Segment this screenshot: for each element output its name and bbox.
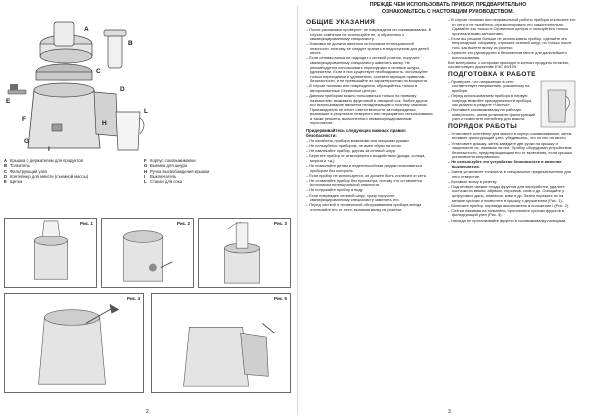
list-item: – После распаковки проверьте, не повреждена ли соковыжималка. В случае сомнения не используйте ее, а обратитесь к квалифицированному специалисту. [306, 28, 434, 42]
list-item: – Не позволяйте детям и недееспособным людям пользоваться прибором без контроля. [306, 164, 434, 173]
figure-3 [198, 218, 291, 288]
figure-1-label: Рис. 1 [80, 221, 93, 226]
legend-column-right [144, 158, 284, 184]
list-item: – Не используйте это устройство безопасности в качестве выключателя. [448, 160, 576, 169]
figure-2 [101, 218, 194, 288]
list-item: – Упаковка не должна являться источником потенциальной опасности, поэтому ее следует хранить в недоступном для детей месте. [306, 42, 434, 56]
figure-4-illustration [5, 294, 143, 392]
list-item: – Перед чисткой и технической обслуживанием прибора всегда отключайте его от сети, вынимая вилку из розетки. [306, 203, 434, 212]
legend-item: A Крышка с держателем для продуктов [4, 158, 83, 163]
list-item: – Берегите прибор от атмосферного воздействия (дождя, солнца, мороза и т.д.). [306, 154, 434, 163]
legend-item: H Ручка высвобождения крышки [144, 168, 210, 174]
header-line-1: ПРЕЖДЕ ЧЕМ ИСПОЛЬЗОВАТЬ ПРИБОР, ПРЕДВАРИТЕЛЬНО [369, 2, 527, 8]
callout-f: F [22, 116, 26, 123]
list-item: – Проверьте, что напряжение в сети соответствует напряжению, указанному на приборе. [448, 80, 576, 94]
list-item: – Если прибор не используется, он должен быть отключен от сети. [306, 174, 434, 179]
list-item: – Слегка нажимая на толкатель, протолкните кусочки фруктов в фильтрующий узел (Рис. 3). [448, 209, 576, 218]
general-instructions-continued [448, 18, 576, 60]
callout-a: A [84, 26, 89, 33]
text-column-2 [448, 18, 576, 224]
figure-3-label: Рис. 3 [274, 221, 287, 226]
callout-g: G [24, 138, 30, 145]
list-item: – Не погружайте прибор в воду. [306, 188, 434, 193]
list-item: – Включите прибор, переведя выключатель в положение I (Рис. 2). [448, 204, 576, 209]
section-title-general: ОБЩИЕ УКАЗАНИЯ [306, 19, 376, 26]
legend-item: C Фильтрующий узел [4, 168, 48, 174]
section-title-preparation: ПОДГОТОВКА К РАБОТЕ [448, 70, 536, 78]
materials-note: Все материалы, с которыми приходят в контакт продукты питания, соответствуют директиве ЕЭС 89/109. [448, 59, 569, 70]
list-item: – Если вы решили больше не использовать прибор, сделайте его непригодным, например, отрежьте сетевой шнур, но только после того, как вынете вилку из розетки. [448, 37, 576, 51]
list-item: – Затем установите толкатель в специальное предназначенное для него отверстие. [448, 170, 576, 179]
legend-item: F Корпус соковыжималки [144, 158, 196, 163]
list-item: – Перед использованием прибора в первую очередь вымойте принадлежности прибора, как указано в разделе «Чистка». [448, 94, 576, 108]
header-line-2: ОЗНАКОМЬТЕСЬ С НАСТОЯЩИМ РУКОВОДСТВОМ. [381, 8, 515, 15]
list-item: – Установите контейнер для мякоти в корпус соковыжималки, затем вставьте фильтрующий узел, убедившись, что он сел на место. [448, 132, 576, 141]
safety-rules-title: Придерживайтесь следующих важных правил безопасности: [306, 127, 406, 138]
list-item: – В случае поломки или повреждения, обращайтесь только в авторизованные Сервисные центры. [306, 84, 434, 93]
general-instructions-list [306, 28, 434, 126]
figure-4-label: Рис. 4 [127, 296, 140, 301]
list-item: – Если поврежден сетевой шнур, сразу поручите квалифицированному специалисту заменить его. [306, 194, 434, 203]
list-item: – Не касайтесь прибора влажными или мокрыми руками. [306, 139, 434, 144]
callout-d: D [120, 86, 125, 93]
figure-2-label: Рис. 2 [177, 221, 190, 226]
callout-b: B [128, 40, 133, 47]
list-item: – Данным прибором можно пользоваться только по прямому назначению: выжимать фруктовый и овощной сок. Любое другое его использование является ненадлежащим и поэтому опасным. Производитель не несет ответственности за повреждения, возникшие в результате неверного или неразумного использования, а также ремонта, выполненного неквалифицированным персоналом. [306, 94, 434, 126]
legend-item: B Толкатель [4, 163, 30, 169]
list-item: – Никогда не проталкивайте фрукты в соковыжималку пальцами. [448, 219, 576, 224]
callout-h: H [102, 120, 107, 127]
callout-l: L [144, 108, 148, 115]
right-page [298, 0, 595, 420]
legend-item: I Выключатель [144, 173, 177, 179]
figure-5-label: Рис. 5 [274, 296, 287, 301]
legend-item: D Контейнер для мякоти (съемной массы) [4, 173, 89, 179]
callout-c: C [96, 68, 101, 75]
juice-jug-illustration [540, 80, 576, 128]
figure-5 [151, 293, 291, 393]
figure-3-illustration [199, 219, 290, 287]
list-item: – Установите крышку, затем заведите две ручки на крышку и защелкните их, нажимая на них. Прибор оборудован устройством безопасности, предотвращающим его от включения, если крышка установлена неправильно. [448, 142, 576, 160]
legend-item: G Выемка для шнура [144, 163, 188, 169]
list-item: – Если сетевая вилка не подходит к сетевой розетке, поручите квалифицированному специалисту заменить вилку. Не рекомендуется использовать переходники и сетевые шнуры-удлинители. Если в них существует необходимость, используйте только переходники и удлинители, соответствующие правилам безопасности, и не превышайте их характеристики по мощности. [306, 56, 434, 83]
manual-header [328, 2, 568, 15]
figure-4 [4, 293, 144, 393]
legend-column-left [4, 158, 144, 184]
page-number-right: 3 [448, 409, 451, 415]
figure-1-illustration [5, 219, 96, 287]
text-column-1 [306, 18, 434, 213]
figure-1 [4, 218, 97, 288]
list-item: – Не извлекайте прибор, дергая за сетевой шнур. [306, 149, 434, 154]
juicer-exploded-drawing [4, 20, 154, 160]
list-item: – Не пользуйтесь прибором, не имея обуви на ногах. [306, 144, 434, 149]
legend-item: L Стакан для сока [144, 179, 182, 185]
figure-2-illustration [102, 219, 193, 287]
list-item: – Подготовьте свежие плоды фруктов для переработки, удалите косточки из вишни, абрикос, персиков, слив и др. Очищайте у цитрусовых дынь, ананасов, киви и др. Затем порежьте их на мелкие кусочки и поместите в крышку с держателем (Рис. 1). [448, 185, 576, 203]
list-item: – Поставьте соковыжималку на рабочую поверхность, затем установите фильтрующий узел и поместите контейнер для мякоти. [448, 108, 576, 122]
section-title-operation: ПОРЯДОК РАБОТЫ [448, 122, 518, 130]
list-item: – Храните это руководство в безопасном месте для дальнейшего использования. [448, 51, 576, 60]
safety-rules-list [306, 139, 434, 213]
page-number-left: 2 [146, 409, 149, 415]
list-item: – Не оставляйте прибор без присмотра, потому что он является источником потенциальной опасности. [306, 179, 434, 188]
operation-list [448, 132, 576, 223]
list-item: – Вставьте вилку в розетку. [448, 180, 576, 185]
list-item: – В случае поломки или неправильной работы прибора отключите его от сети и не пытайтесь отремонтировать его самостоятельно. Сдавайте его только в Сервисные центры и пользуйтесь только оригинальными запчастями. [448, 18, 576, 36]
callout-e: E [6, 98, 11, 105]
figure-5-illustration [152, 294, 290, 392]
legend-item: E Щетка [4, 179, 23, 185]
callout-i: I [48, 146, 50, 153]
